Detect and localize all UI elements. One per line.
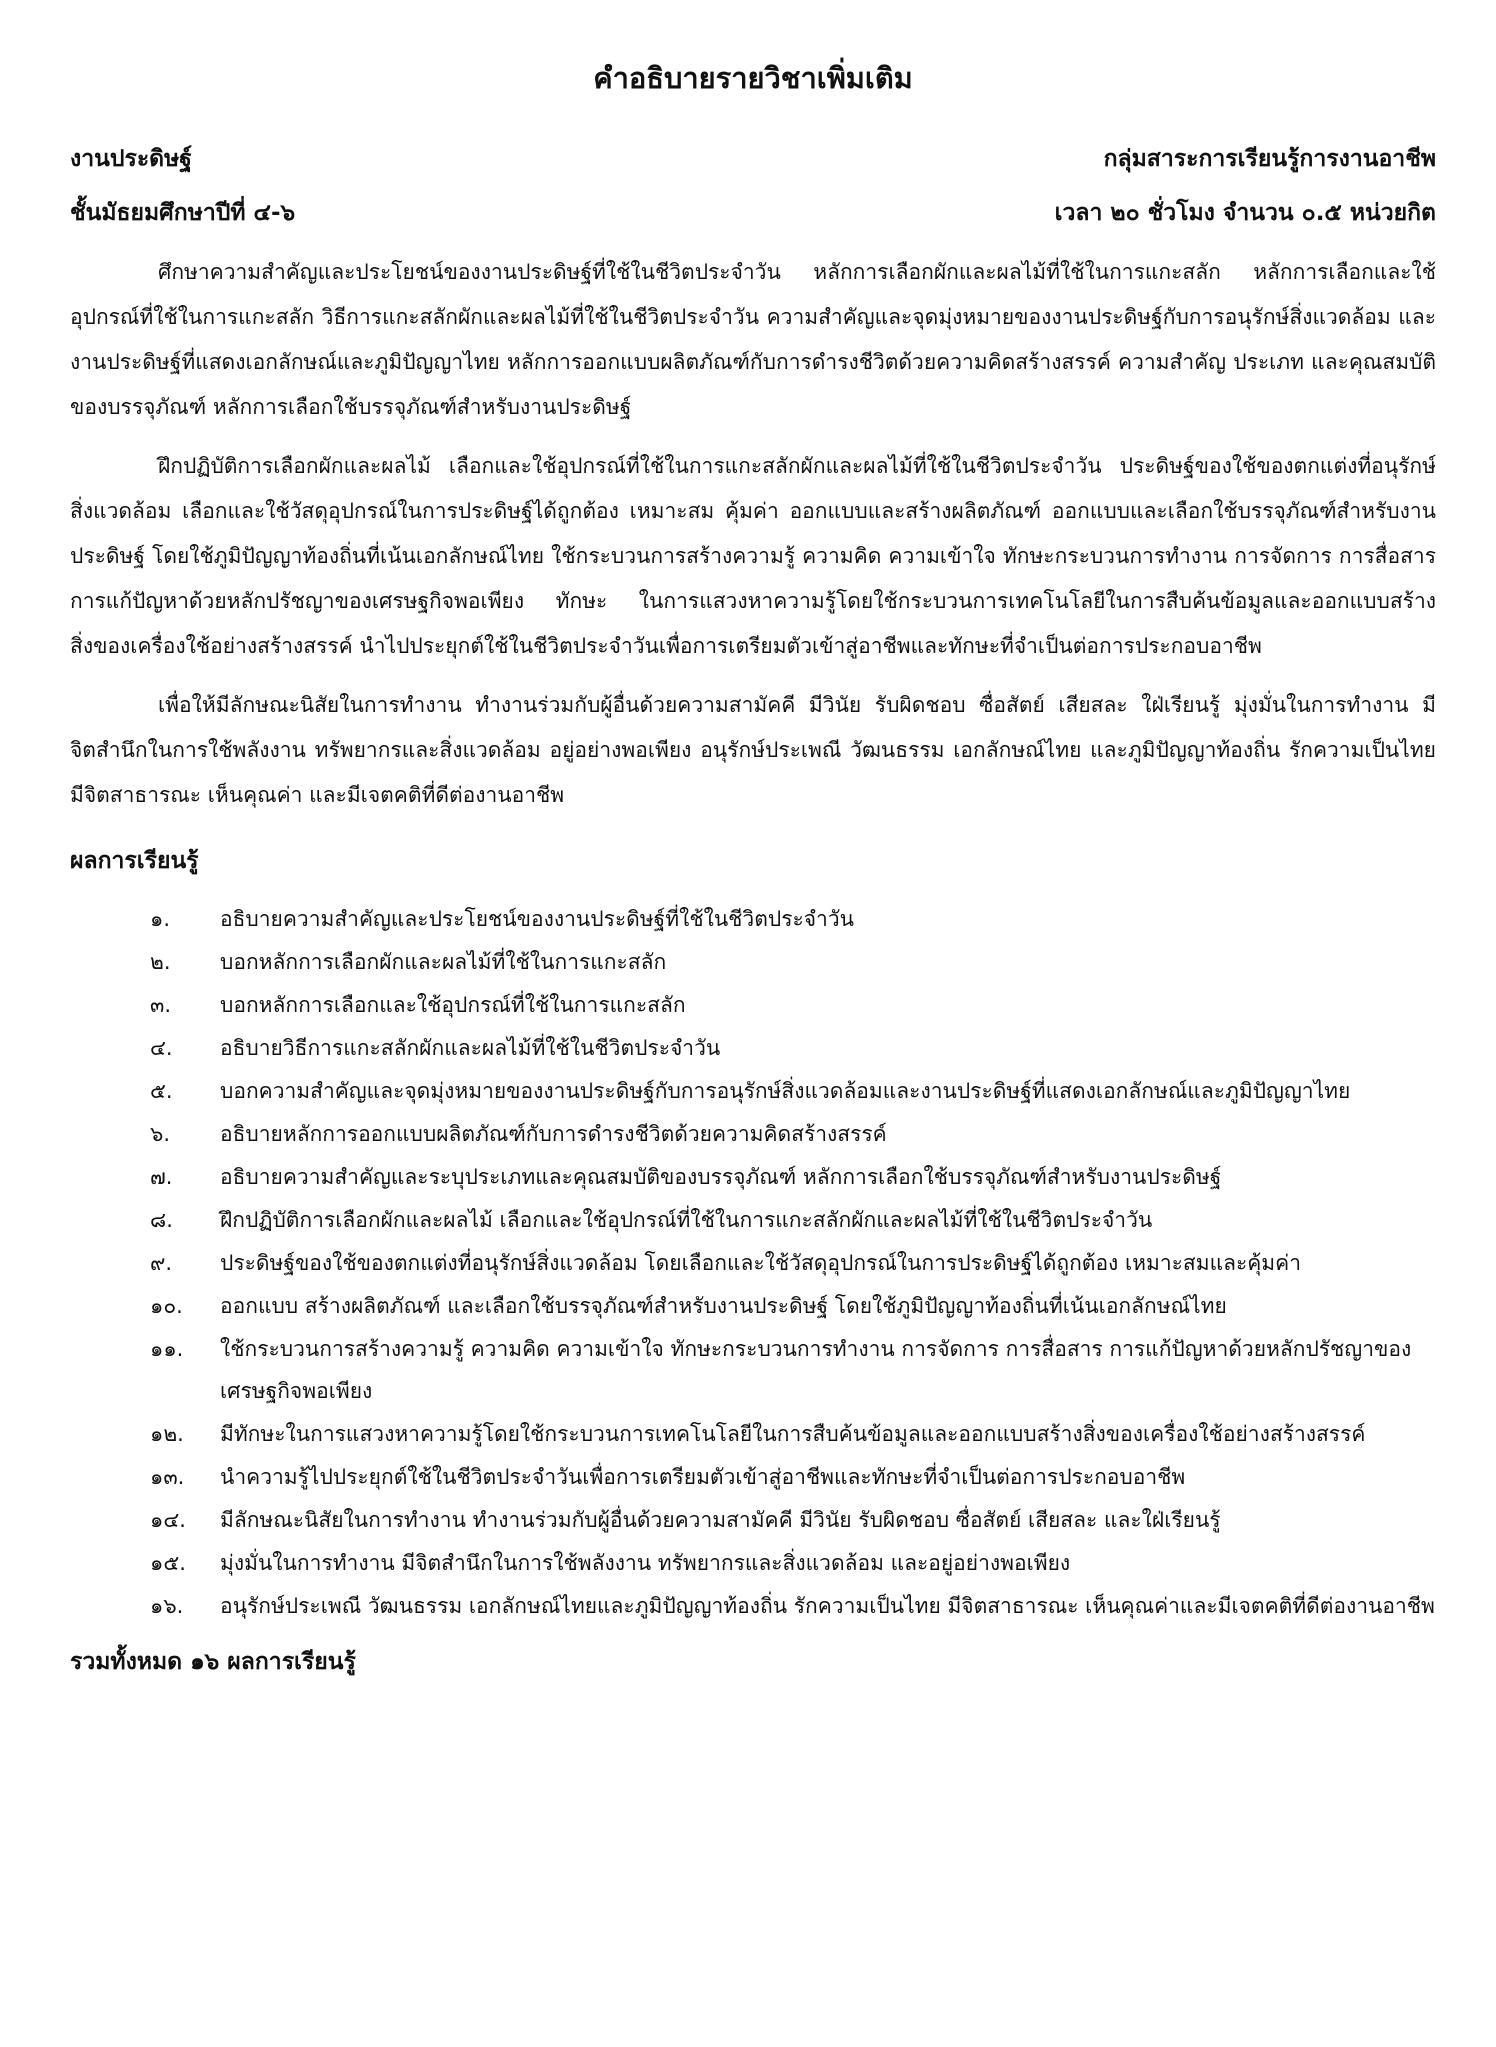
outcome-text: นำความรู้ไปประยุกต์ใช้ในชีวิตประจำวันเพื่อการเตรียมตัวเข้าสู่อาชีพและทักษะที่จำเป็นต่อการประกอบอาชีพ xyxy=(220,1465,1186,1489)
outcome-text: ฝึกปฏิบัติการเลือกผักและผลไม้ เลือกและใช้อุปกรณ์ที่ใช้ในการแกะสลักผักและผลไม้ที่ใช้ในชีวิตประจำวัน xyxy=(220,1208,1153,1232)
outcome-item xyxy=(150,1413,1436,1455)
outcome-number: ๗. xyxy=(150,1165,173,1189)
outcome-number: ๕. xyxy=(150,1079,173,1103)
outcome-text: อธิบายความสำคัญและระบุประเภทและคุณสมบัติของบรรจุภัณฑ์ หลักการเลือกใช้บรรจุภัณฑ์สำหรับงานประดิษฐ์ xyxy=(220,1165,1222,1189)
outcome-text: อธิบายหลักการออกแบบผลิตภัณฑ์กับการดำรงชีวิตด้วยความคิดสร้างสรรค์ xyxy=(220,1122,887,1146)
grade-level: ชั้นมัธยมศึกษาปีที่ ๔-๖ xyxy=(70,200,296,226)
hours-credits: เวลา ๒๐ ชั่วโมง จำนวน ๐.๕ หน่วยกิต xyxy=(1054,200,1436,226)
outcome-number: ๒. xyxy=(150,950,171,974)
outcome-text: บอกหลักการเลือกผักและผลไม้ที่ใช้ในการแกะสลัก xyxy=(220,950,667,974)
outcome-number: ๑๑. xyxy=(150,1337,184,1361)
outcomes-list xyxy=(70,898,1436,1627)
outcome-text: อนุรักษ์ประเพณี วัฒนธรรม เอกลักษณ์ไทยและภูมิปัญญาท้องถิ่น รักความเป็นไทย มีจิตสาธารณะ เห็นคุณค่าและมีเจตคติที่ดีต่องานอาชีพ xyxy=(220,1594,1435,1618)
learning-area-group: กลุ่มสาระการเรียนรู้การงานอาชีพ xyxy=(1103,146,1436,172)
outcome-item xyxy=(150,1156,1436,1198)
outcome-item xyxy=(150,1027,1436,1069)
course-meta-row-1 xyxy=(70,142,1436,176)
description-paragraph: ศึกษาความสำคัญและประโยชน์ของงานประดิษฐ์ที่ใช้ในชีวิตประจำวัน หลักการเลือกผักและผลไม้ที่ใช้ในการแกะสลัก หลักการเลือกและใช้อุปกรณ์ที่ใช้ในการแกะสลัก วิธีการแกะสลักผักและผลไม้ที่ใช้ในชีวิตประจำวัน ความสำคัญและจุดมุ่งหมายของงานประดิษฐ์กับการอนุรักษ์สิ่งแวดล้อม และงานประดิษฐ์ที่แสดงเอกลักษณ์และภูมิปัญญาไทย หลักการออกแบบผลิตภัณฑ์กับการดำรงชีวิตด้วยความคิดสร้างสรรค์ ความสำคัญ ประเภท และคุณสมบัติของบรรจุภัณฑ์ หลักการเลือกใช้บรรจุภัณฑ์สำหรับงานประดิษฐ์ xyxy=(70,260,1436,419)
course-meta-row-2 xyxy=(70,196,1436,230)
outcome-item xyxy=(150,1113,1436,1155)
outcome-number: ๘. xyxy=(150,1208,173,1232)
outcome-number: ๑๓. xyxy=(150,1465,185,1489)
outcome-number: ๙. xyxy=(150,1251,173,1275)
outcome-item xyxy=(150,1499,1436,1541)
outcome-number: ๑๔. xyxy=(150,1508,186,1532)
outcome-number: ๑๒. xyxy=(150,1422,184,1446)
description-paragraph: ฝึกปฏิบัติการเลือกผักและผลไม้ เลือกและใช้อุปกรณ์ที่ใช้ในการแกะสลักผักและผลไม้ที่ใช้ในชีวิตประจำวัน ประดิษฐ์ของใช้ของตกแต่งที่อนุรักษ์สิ่งแวดล้อม เลือกและใช้วัสดุอุปกรณ์ในการประดิษฐ์ได้ถูกต้อง เหมาะสม คุ้มค่า ออกแบบและสร้างผลิตภัณฑ์ ออกแบบและเลือกใช้บรรจุภัณฑ์สำหรับงานประดิษฐ์ โดยใช้ภูมิปัญญาท้องถิ่นที่เน้นเอกลักษณ์ไทย ใช้กระบวนการสร้างความรู้ ความคิด ความเข้าใจ ทักษะกระบวนการทำงาน การจัดการ การสื่อสาร การแก้ปัญหาด้วยหลักปรัชญาของเศรษฐกิจพอเพียง ทักษะ ในการแสวงหาความรู้โดยใช้กระบวนการเทคโนโลยีในการสืบค้นข้อมูลและออกแบบสร้างสิ่งของเครื่องใช้อย่างสร้างสรรค์ นำไปประยุกต์ใช้ในชีวิตประจำวันเพื่อการเตรียมตัวเข้าสู่อาชีพและทักษะที่จำเป็นต่อการประกอบอาชีพ xyxy=(70,454,1436,658)
outcome-item xyxy=(150,1199,1436,1241)
outcome-item xyxy=(150,1456,1436,1498)
outcome-number: ๑. xyxy=(150,907,171,931)
outcome-text: มีทักษะในการแสวงหาความรู้โดยใช้กระบวนการเทคโนโลยีในการสืบค้นข้อมูลและออกแบบสร้างสิ่งของเครื่องใช้อย่างสร้างสรรค์ xyxy=(220,1422,1366,1446)
outcome-text: อธิบายวิธีการแกะสลักผักและผลไม้ที่ใช้ในชีวิตประจำวัน xyxy=(220,1036,721,1060)
outcome-number: ๑๖. xyxy=(150,1594,184,1618)
outcome-number: ๔. xyxy=(150,1036,173,1060)
outcome-item xyxy=(150,1070,1436,1112)
outcome-text: ใช้กระบวนการสร้างความรู้ ความคิด ความเข้าใจ ทักษะกระบวนการทำงาน การจัดการ การสื่อสาร การแก้ปัญหาด้วยหลักปรัชญาของเศรษฐกิจพอเพียง xyxy=(220,1337,1412,1403)
outcome-item xyxy=(150,1242,1436,1284)
outcome-item xyxy=(150,984,1436,1026)
outcome-text: มีลักษณะนิสัยในการทำงาน ทำงานร่วมกับผู้อื่นด้วยความสามัคคี มีวินัย รับผิดชอบ ซื่อสัตย์ เสียสละ และใฝ่เรียนรู้ xyxy=(220,1508,1221,1532)
outcome-number: ๓. xyxy=(150,993,172,1017)
course-name: งานประดิษฐ์ xyxy=(70,146,192,172)
outcome-text: บอกหลักการเลือกและใช้อุปกรณ์ที่ใช้ในการแกะสลัก xyxy=(220,993,686,1017)
outcome-item xyxy=(150,1285,1436,1327)
outcome-number: ๖. xyxy=(150,1122,171,1146)
outcome-number: ๑๐. xyxy=(150,1294,183,1318)
outcome-text: ประดิษฐ์ของใช้ของตกแต่งที่อนุรักษ์สิ่งแวดล้อม โดยเลือกและใช้วัสดุอุปกรณ์ในการประดิษฐ์ได้ถูกต้อง เหมาะสมและคุ้มค่า xyxy=(220,1251,1301,1275)
outcome-text: อธิบายความสำคัญและประโยชน์ของงานประดิษฐ์ที่ใช้ในชีวิตประจำวัน xyxy=(220,907,854,931)
outcome-item xyxy=(150,1328,1436,1412)
outcome-item xyxy=(150,1585,1436,1627)
outcome-item xyxy=(150,941,1436,983)
outcome-number: ๑๕. xyxy=(150,1551,186,1575)
description-paragraph: เพื่อให้มีลักษณะนิสัยในการทำงาน ทำงานร่วมกับผู้อื่นด้วยความสามัคคี มีวินัย รับผิดชอบ ซื่อสัตย์ เสียสละ ใฝ่เรียนรู้ มุ่งมั่นในการทำงาน มีจิตสำนึกในการใช้พลังงาน ทรัพยากรและสิ่งแวดล้อม อยู่อย่างพอเพียง อนุรักษ์ประเพณี วัฒนธรรม เอกลักษณ์ไทย และภูมิปัญญาท้องถิ่น รักความเป็นไทย มีจิตสาธารณะ เห็นคุณค่า และมีเจตคติที่ดีต่องานอาชีพ xyxy=(70,693,1436,807)
outcomes-heading: ผลการเรียนรู้ xyxy=(70,848,199,874)
outcome-text: ออกแบบ สร้างผลิตภัณฑ์ และเลือกใช้บรรจุภัณฑ์สำหรับงานประดิษฐ์ โดยใช้ภูมิปัญญาท้องถิ่นที่เน้นเอกลักษณ์ไทย xyxy=(220,1294,1227,1318)
outcomes-summary: รวมทั้งหมด ๑๖ ผลการเรียนรู้ xyxy=(70,1649,356,1675)
outcome-item xyxy=(150,1542,1436,1584)
outcome-text: มุ่งมั่นในการทำงาน มีจิตสำนึกในการใช้พลังงาน ทรัพยากรและสิ่งแวดล้อม และอยู่อย่างพอเพียง xyxy=(220,1551,1071,1575)
outcome-text: บอกความสำคัญและจุดมุ่งหมายของงานประดิษฐ์กับการอนุรักษ์สิ่งแวดล้อมและงานประดิษฐ์ที่แสดงเอกลักษณ์และภูมิปัญญาไทย xyxy=(220,1079,1351,1103)
document-title: คำอธิบายรายวิชาเพิ่มเติม xyxy=(593,61,913,95)
outcome-item xyxy=(150,898,1436,940)
